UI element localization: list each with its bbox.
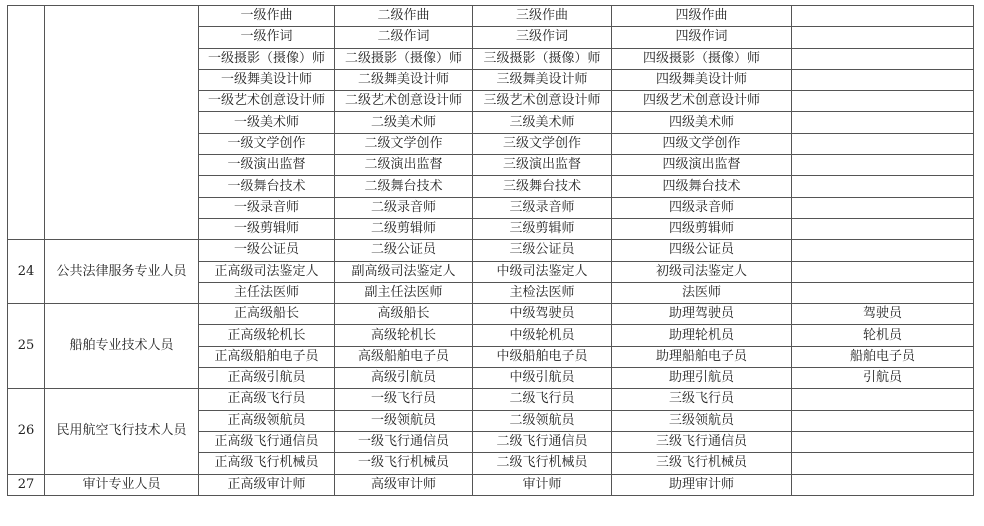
table-cell: 一级公证员 xyxy=(199,240,335,261)
table-cell xyxy=(792,218,974,239)
table-cell: 四级摄影（摄像）师 xyxy=(612,48,792,69)
table-cell: 正高级船舶电子员 xyxy=(199,346,335,367)
table-cell: 二级舞美设计师 xyxy=(335,69,473,90)
table-cell: 初级司法鉴定人 xyxy=(612,261,792,282)
table-cell: 三级飞行机械员 xyxy=(612,453,792,474)
table-cell: 三级舞台技术 xyxy=(473,176,612,197)
table-cell: 一级飞行通信员 xyxy=(335,431,473,452)
table-cell: 审计师 xyxy=(473,474,612,495)
table-cell: 二级领航员 xyxy=(473,410,612,431)
table-cell: 三级舞美设计师 xyxy=(473,69,612,90)
table-cell xyxy=(792,69,974,90)
table-cell: 四级美术师 xyxy=(612,112,792,133)
table-cell: 主检法医师 xyxy=(473,282,612,303)
table-cell: 助理审计师 xyxy=(612,474,792,495)
table-cell: 法医师 xyxy=(612,282,792,303)
table-cell: 四级剪辑师 xyxy=(612,218,792,239)
table-cell: 四级舞台技术 xyxy=(612,176,792,197)
table-cell: 一级领航员 xyxy=(335,410,473,431)
table-cell: 一级美术师 xyxy=(199,112,335,133)
table-cell: 三级飞行通信员 xyxy=(612,431,792,452)
table-cell xyxy=(792,6,974,27)
table-cell xyxy=(792,410,974,431)
table-cell: 三级作曲 xyxy=(473,6,612,27)
table-cell xyxy=(792,389,974,410)
table-cell: 二级舞台技术 xyxy=(335,176,473,197)
table-cell: 助理船舶电子员 xyxy=(612,346,792,367)
table-cell: 驾驶员 xyxy=(792,304,974,325)
table-cell: 一级录音师 xyxy=(199,197,335,218)
table-cell: 二级剪辑师 xyxy=(335,218,473,239)
table-cell: 助理引航员 xyxy=(612,368,792,389)
table-cell: 一级飞行员 xyxy=(335,389,473,410)
table-cell xyxy=(792,155,974,176)
table-cell: 二级飞行机械员 xyxy=(473,453,612,474)
table-cell: 正高级轮机长 xyxy=(199,325,335,346)
table-cell: 中级轮机员 xyxy=(473,325,612,346)
table-cell: 中级引航员 xyxy=(473,368,612,389)
table-cell: 三级录音师 xyxy=(473,197,612,218)
table-cell: 副高级司法鉴定人 xyxy=(335,261,473,282)
table-cell: 主任法医师 xyxy=(199,282,335,303)
table-cell: 正高级审计师 xyxy=(199,474,335,495)
table-cell: 助理驾驶员 xyxy=(612,304,792,325)
table-cell: 四级文学创作 xyxy=(612,133,792,154)
table-cell: 船舶电子员 xyxy=(792,346,974,367)
table-cell: 正高级船长 xyxy=(199,304,335,325)
table-cell: 四级艺术创意设计师 xyxy=(612,91,792,112)
table-cell: 二级作词 xyxy=(335,27,473,48)
table-cell-number: 26 xyxy=(8,389,45,474)
table-cell: 助理轮机员 xyxy=(612,325,792,346)
table-cell: 三级艺术创意设计师 xyxy=(473,91,612,112)
table-cell: 二级作曲 xyxy=(335,6,473,27)
table-cell xyxy=(792,27,974,48)
table-cell: 正高级领航员 xyxy=(199,410,335,431)
table-cell: 正高级引航员 xyxy=(199,368,335,389)
table-cell xyxy=(792,431,974,452)
table-cell: 正高级飞行通信员 xyxy=(199,431,335,452)
table-cell xyxy=(792,197,974,218)
table-cell: 三级公证员 xyxy=(473,240,612,261)
table-cell: 中级司法鉴定人 xyxy=(473,261,612,282)
table-cell-number xyxy=(8,6,45,240)
table-cell xyxy=(792,91,974,112)
table-cell: 高级审计师 xyxy=(335,474,473,495)
table-cell: 一级飞行机械员 xyxy=(335,453,473,474)
table-cell: 二级飞行员 xyxy=(473,389,612,410)
table-cell: 一级演出监督 xyxy=(199,155,335,176)
table-cell: 四级作词 xyxy=(612,27,792,48)
table-cell: 一级作曲 xyxy=(199,6,335,27)
table-cell xyxy=(792,261,974,282)
table-cell: 三级作词 xyxy=(473,27,612,48)
table-cell: 一级文学创作 xyxy=(199,133,335,154)
table-cell-number: 27 xyxy=(8,474,45,495)
table-cell-number: 25 xyxy=(8,304,45,389)
table-cell xyxy=(792,176,974,197)
table-cell xyxy=(792,48,974,69)
table-cell: 二级演出监督 xyxy=(335,155,473,176)
table-cell: 一级艺术创意设计师 xyxy=(199,91,335,112)
table-cell: 二级美术师 xyxy=(335,112,473,133)
table-cell: 中级驾驶员 xyxy=(473,304,612,325)
table-cell xyxy=(792,474,974,495)
table-cell: 正高级飞行员 xyxy=(199,389,335,410)
table-cell: 引航员 xyxy=(792,368,974,389)
table-cell: 一级舞台技术 xyxy=(199,176,335,197)
table-cell: 高级轮机长 xyxy=(335,325,473,346)
table-cell: 四级公证员 xyxy=(612,240,792,261)
table-row xyxy=(8,389,974,410)
table-cell xyxy=(792,112,974,133)
qualification-table xyxy=(7,5,974,496)
table-cell: 三级美术师 xyxy=(473,112,612,133)
table-cell xyxy=(792,453,974,474)
table-cell xyxy=(792,282,974,303)
table-cell: 二级摄影（摄像）师 xyxy=(335,48,473,69)
table-cell: 正高级飞行机械员 xyxy=(199,453,335,474)
table-row xyxy=(8,304,974,325)
table-cell: 三级演出监督 xyxy=(473,155,612,176)
table-cell: 副主任法医师 xyxy=(335,282,473,303)
table-cell: 二级录音师 xyxy=(335,197,473,218)
table-cell: 四级作曲 xyxy=(612,6,792,27)
table-cell-category: 船舶专业技术人员 xyxy=(45,304,199,389)
table-cell: 三级领航员 xyxy=(612,410,792,431)
table-cell: 二级飞行通信员 xyxy=(473,431,612,452)
table-row xyxy=(8,240,974,261)
table-cell: 一级剪辑师 xyxy=(199,218,335,239)
table-cell: 三级剪辑师 xyxy=(473,218,612,239)
table-cell: 高级船舶电子员 xyxy=(335,346,473,367)
table-cell: 高级引航员 xyxy=(335,368,473,389)
table-cell: 一级作词 xyxy=(199,27,335,48)
table-cell-category: 公共法律服务专业人员 xyxy=(45,240,199,304)
table-cell-category: 审计专业人员 xyxy=(45,474,199,495)
table-cell: 二级公证员 xyxy=(335,240,473,261)
table-cell xyxy=(792,240,974,261)
table-cell: 四级录音师 xyxy=(612,197,792,218)
table-cell: 轮机员 xyxy=(792,325,974,346)
table-cell xyxy=(792,133,974,154)
table-cell: 四级演出监督 xyxy=(612,155,792,176)
table-cell-category xyxy=(45,6,199,240)
table-cell: 三级文学创作 xyxy=(473,133,612,154)
table-row xyxy=(8,6,974,27)
table-cell: 中级船舶电子员 xyxy=(473,346,612,367)
table-cell: 三级摄影（摄像）师 xyxy=(473,48,612,69)
table-row xyxy=(8,474,974,495)
table-cell: 四级舞美设计师 xyxy=(612,69,792,90)
table-cell-number: 24 xyxy=(8,240,45,304)
table-cell: 三级飞行员 xyxy=(612,389,792,410)
table-cell: 高级船长 xyxy=(335,304,473,325)
table-cell: 正高级司法鉴定人 xyxy=(199,261,335,282)
table-cell: 二级艺术创意设计师 xyxy=(335,91,473,112)
table-cell-category: 民用航空飞行技术人员 xyxy=(45,389,199,474)
table-cell: 一级摄影（摄像）师 xyxy=(199,48,335,69)
table-cell: 二级文学创作 xyxy=(335,133,473,154)
table-cell: 一级舞美设计师 xyxy=(199,69,335,90)
